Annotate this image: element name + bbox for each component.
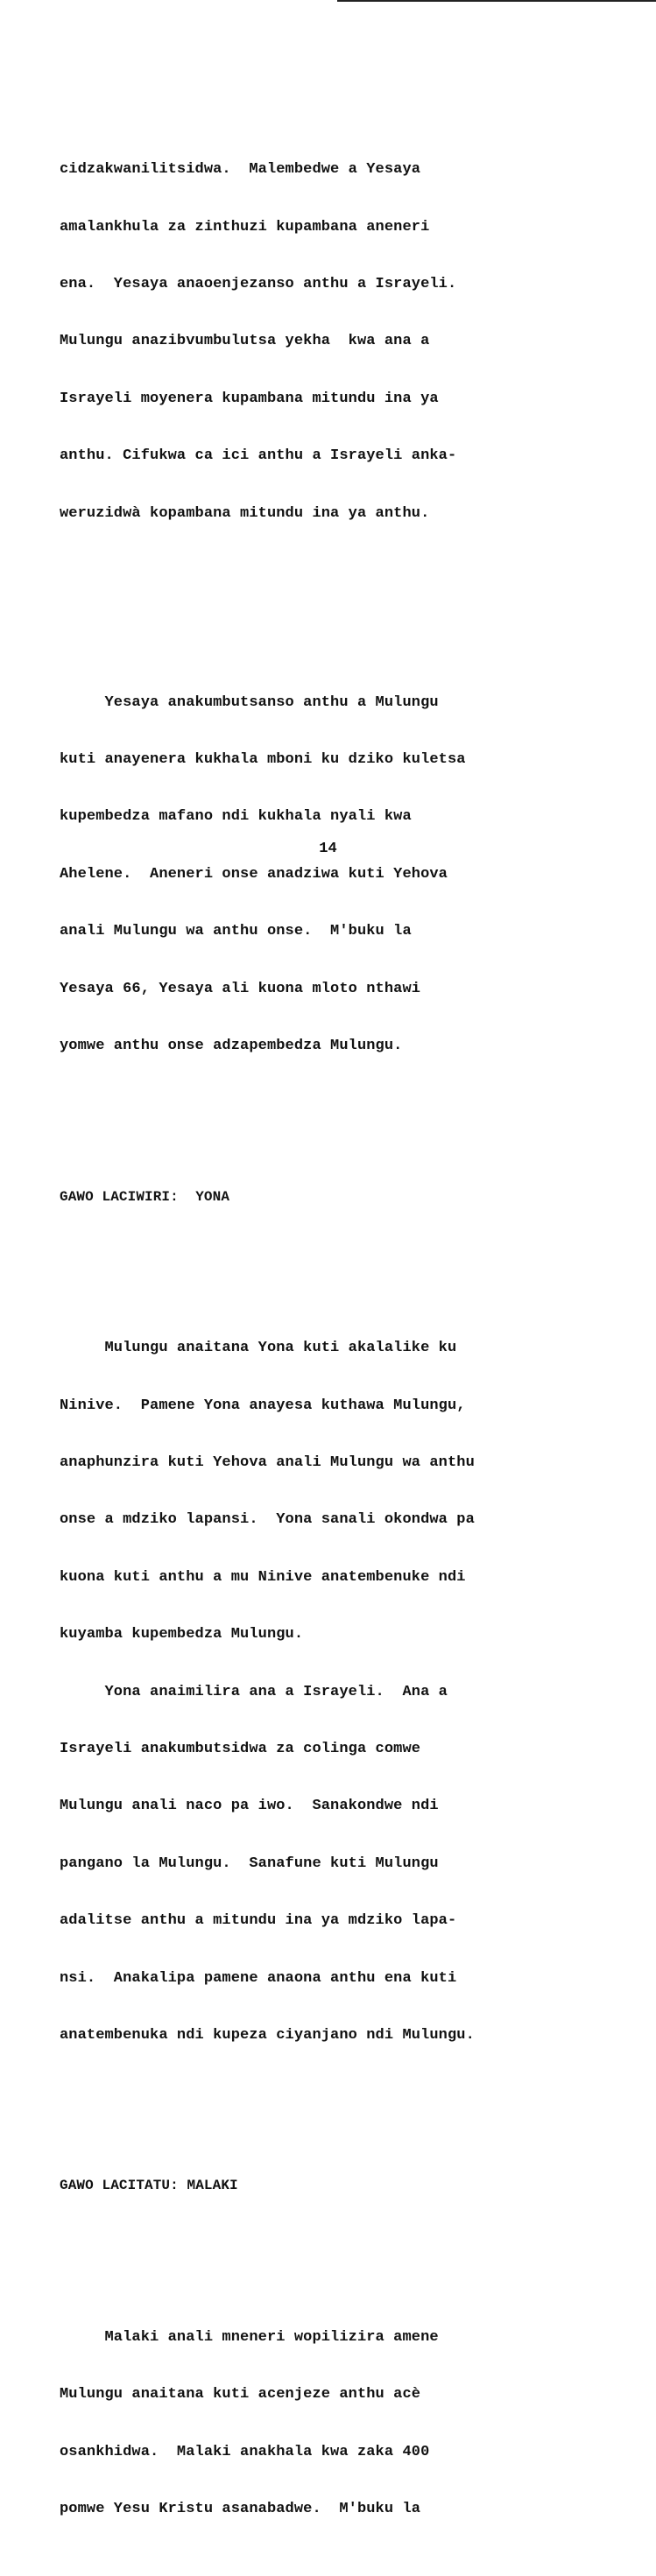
text-line: yomwe anthu onse adzapembedza Mulungu. — [60, 1038, 403, 1055]
page-body — [60, 84, 585, 2576]
text-line: Yesaya 66, Yesaya ali kuona mloto nthawi — [60, 980, 421, 997]
text-line: kuyamba kupembedza Mulungu. — [60, 1626, 304, 1643]
text-line: adalitse anthu a mitundu ina ya mdziko lapa- — [60, 1912, 457, 1930]
text-line: onse a mdziko lapansi. Yona sanali okondwa pa — [60, 1511, 475, 1529]
text-line: Yona anaimilira ana a Israyeli. Ana a — [60, 1683, 448, 1700]
text-line: weruzidwà kopambana mitundu ina ya anthu. — [60, 504, 430, 522]
paragraph-malaki — [60, 2290, 585, 2557]
text-line: cidzakwanilitsidwa. Malembedwe a Yesaya — [60, 161, 421, 179]
text-line: Israyeli anakumbutsidwa za colinga comwe — [60, 1740, 421, 1757]
paragraph-yona — [60, 1301, 585, 2084]
paragraph-isaiah-writings — [60, 123, 585, 561]
text-line: kuti anayenera kukhala mboni ku dziko kuletsa — [60, 751, 466, 769]
text-line: Ninive. Pamene Yona anayesa kuthawa Mulungu, — [60, 1397, 466, 1414]
text-line: nsi. Anakalipa pamene anaona anthu ena kuti — [60, 1969, 457, 1987]
text-line: kupembedza mafano ndi kukhala nyali kwa — [60, 808, 412, 826]
text-line: Yesaya anakumbutsanso anthu a Mulungu — [60, 693, 439, 711]
paragraph-isaiah-reminder — [60, 655, 585, 1094]
text-line: Malaki anali mneneri wopilizira amene — [60, 2329, 439, 2347]
text-line: pomwe Yesu Kristu asanabadwe. M'buku la — [60, 2501, 421, 2518]
section-heading-malaki: GAWO LACITATU: MALAKI — [60, 2178, 238, 2194]
page-number: 14 — [319, 841, 337, 857]
top-edge-rule — [337, 0, 656, 2]
text-line: amalankhula za zinthuzi kupambana aneneri — [60, 218, 430, 236]
text-line: anatembenuka ndi kupeza ciyanjano ndi Mulungu. — [60, 2026, 475, 2044]
text-line: kuona kuti anthu a mu Ninive anatembenuke ndi — [60, 1568, 466, 1586]
text-line: Mulungu anaitana kuti acenjeze anthu acè — [60, 2386, 421, 2404]
text-line: osankhidwa. Malaki anakhala kwa zaka 400 — [60, 2443, 430, 2460]
text-line: Ahelene. Aneneri onse anadziwa kuti Yehova — [60, 865, 448, 883]
text-line: anaphunzira kuti Yehova anali Mulungu wa anthu — [60, 1453, 475, 1471]
text-line: Mulungu anaitana Yona kuti akalalike ku — [60, 1340, 457, 1357]
text-line: anthu. Cifukwa ca ici anthu a Israyeli anka- — [60, 447, 457, 465]
text-line: anali Mulungu wa anthu onse. M'buku la — [60, 923, 412, 940]
text-line: Israyeli moyenera kupambana mitundu ina ya — [60, 390, 439, 407]
section-heading-yona: GAWO LACIWIRI: YONA — [60, 1188, 230, 1205]
text-line: ena. Yesaya anaoenjezanso anthu a Israyeli. — [60, 275, 457, 292]
text-line: pangano la Mulungu. Sanafune kuti Mulungu — [60, 1855, 439, 1872]
text-line: Mulungu anali naco pa iwo. Sanakondwe ndi — [60, 1798, 439, 1815]
text-line: Mulungu anazibvumbulutsa yekha kwa ana a — [60, 333, 430, 350]
